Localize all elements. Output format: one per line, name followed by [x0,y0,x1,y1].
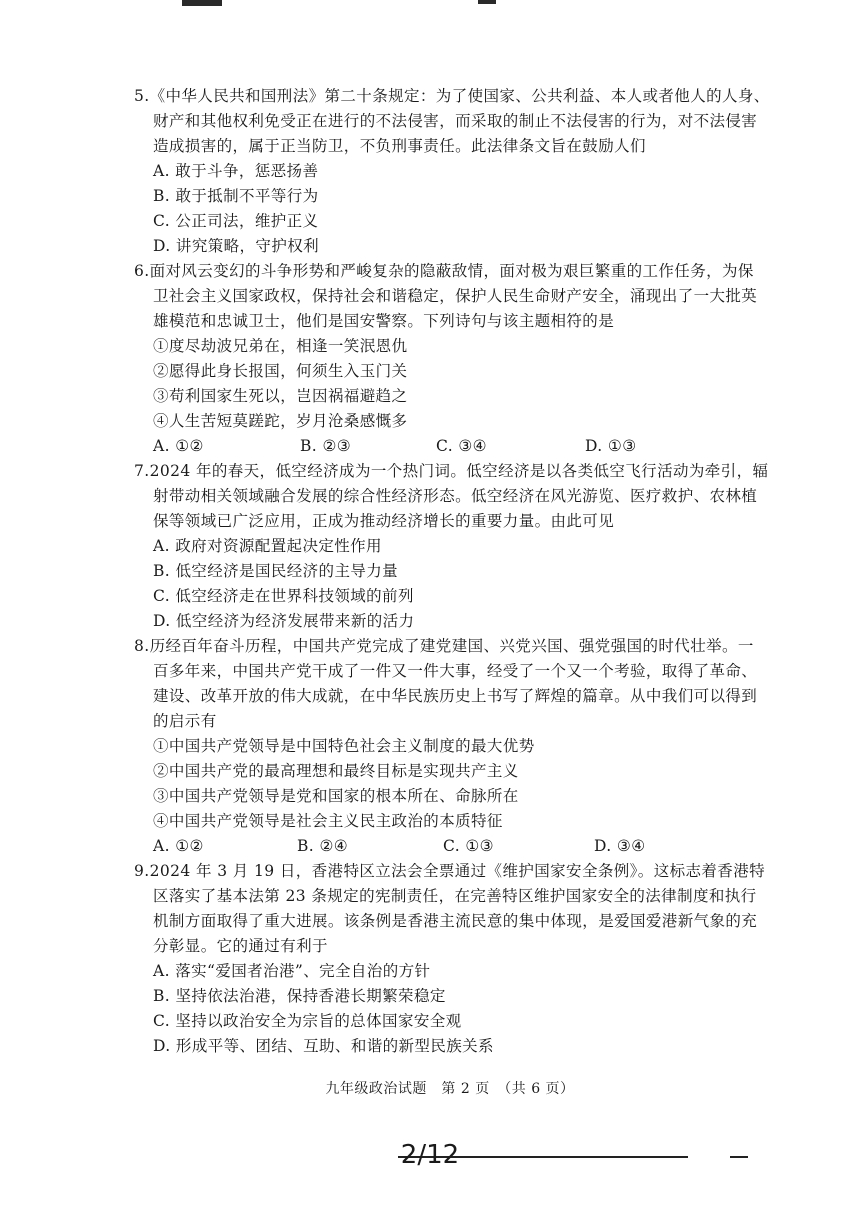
answer-option: B. ②④ [297,837,349,855]
question-stem-line: 9.2024 年 3 月 19 日，香港特区立法会全票通过《维护国家安全条例》。这标志着香港特 [134,862,766,880]
answer-option: B. 敢于抵制不平等行为 [153,187,319,205]
answer-option: B. 坚持依法治港，保持香港长期繁荣稳定 [153,987,446,1005]
answer-option: C. 公正司法，维护正义 [153,212,319,230]
answer-option: C. ①③ [443,837,494,855]
question-stem-line: 5.《中华人民共和国刑法》第二十条规定：为了使国家、公共利益、本人或者他人的人身、 [134,87,770,105]
numbered-statement: ②愿得此身长报国，何须生入玉门关 [153,362,408,380]
numbered-statement: ③中国共产党领导是党和国家的根本所在、命脉所在 [153,787,519,805]
answer-option: B. ②③ [300,437,352,455]
answer-option: C. ③④ [436,437,487,455]
numbered-statement: ③苟利国家生死以，岂因祸福避趋之 [153,387,408,405]
answer-option: D. 低空经济为经济发展带来新的活力 [153,612,415,630]
question-stem-line: 分彰显。它的通过有利于 [153,937,328,955]
answer-option: D. 形成平等、团结、互助、和谐的新型民族关系 [153,1037,494,1055]
question-stem-line: 造成损害的，属于正当防卫，不负刑事责任。此法律条文旨在鼓励人们 [153,137,646,155]
numbered-statement: ①中国共产党领导是中国特色社会主义制度的最大优势 [153,737,535,755]
numbered-statement: ①度尽劫波兄弟在，相逢一笑泯恩仇 [153,337,408,355]
answer-option: A. 落实“爱国者治港”、完全自治的方针 [153,962,431,980]
question-stem-line: 7.2024 年的春天，低空经济成为一个热门词。低空经济是以各类低空飞行活动为牵引，辐 [134,462,769,480]
answer-option: A. ①② [153,437,204,455]
answer-option: D. 讲究策略，守护权利 [153,237,320,255]
numbered-statement: ④中国共产党领导是社会主义民主政治的本质特征 [153,812,503,830]
question-stem-line: 建设、改革开放的伟大成就，在中华民族历史上书写了辉煌的篇章。从中我们可以得到 [153,687,758,705]
question-stem-line: 6.面对风云变幻的斗争形势和严峻复杂的隐蔽敌情，面对极为艰巨繁重的工作任务，为保 [134,262,754,280]
answer-option: D. ③④ [594,837,646,855]
scan-mark [478,0,496,4]
question-stem-line: 射带动相关领域融合发展的综合性经济形态。低空经济在风光游览、医疗救护、农林植 [153,487,758,505]
question-stem-line: 机制方面取得了重大进展。该条例是香港主流民意的集中体现，是爱国爱港新气象的充 [153,912,758,930]
answer-option: B. 低空经济是国民经济的主导力量 [153,562,399,580]
scan-mark [182,0,222,6]
question-stem-line: 8.历经百年奋斗历程，中国共产党完成了建党建国、兴党兴国、强党强国的时代壮举。一 [134,637,754,655]
numbered-statement: ④人生苦短莫蹉跎，岁月沧桑感慨多 [153,412,408,430]
question-stem-line: 财产和其他权利免受正在进行的不法侵害，而采取的制止不法侵害的行为，对不法侵害 [153,112,758,130]
answer-option: D. ①③ [585,437,637,455]
numbered-statement: ②中国共产党的最高理想和最终目标是实现共产主义 [153,762,519,780]
question-stem-line: 百多年来，中国共产党干成了一件又一件大事，经受了一个又一个考验，取得了革命、 [153,662,758,680]
page-indicator: 2/12 [400,1140,460,1170]
answer-option: C. 坚持以政治安全为宗旨的总体国家安全观 [153,1012,462,1030]
answer-option: A. 政府对资源配置起决定性作用 [153,537,382,555]
question-stem-line: 卫社会主义国家政权，保持社会和谐稳定，保护人民生命财产安全，涌现出了一大批英 [153,287,758,305]
page-footer: 九年级政治试题 第 2 页 （共 6 页） [325,1081,575,1097]
answer-option: C. 低空经济走在世界科技领域的前列 [153,587,414,605]
question-stem-line: 雄模范和忠诚卫士，他们是国安警察。下列诗句与该主题相符的是 [153,312,615,330]
answer-option: A. 敢于斗争，惩恶扬善 [153,162,319,180]
answer-option: A. ①② [153,837,204,855]
question-stem-line: 区落实了基本法第 23 条规定的宪制责任，在完善特区维护国家安全的法律制度和执行 [153,887,757,905]
question-stem-line: 保等领域已广泛应用，正成为推动经济增长的重要力量。由此可见 [153,512,615,530]
question-stem-line: 的启示有 [153,712,217,730]
